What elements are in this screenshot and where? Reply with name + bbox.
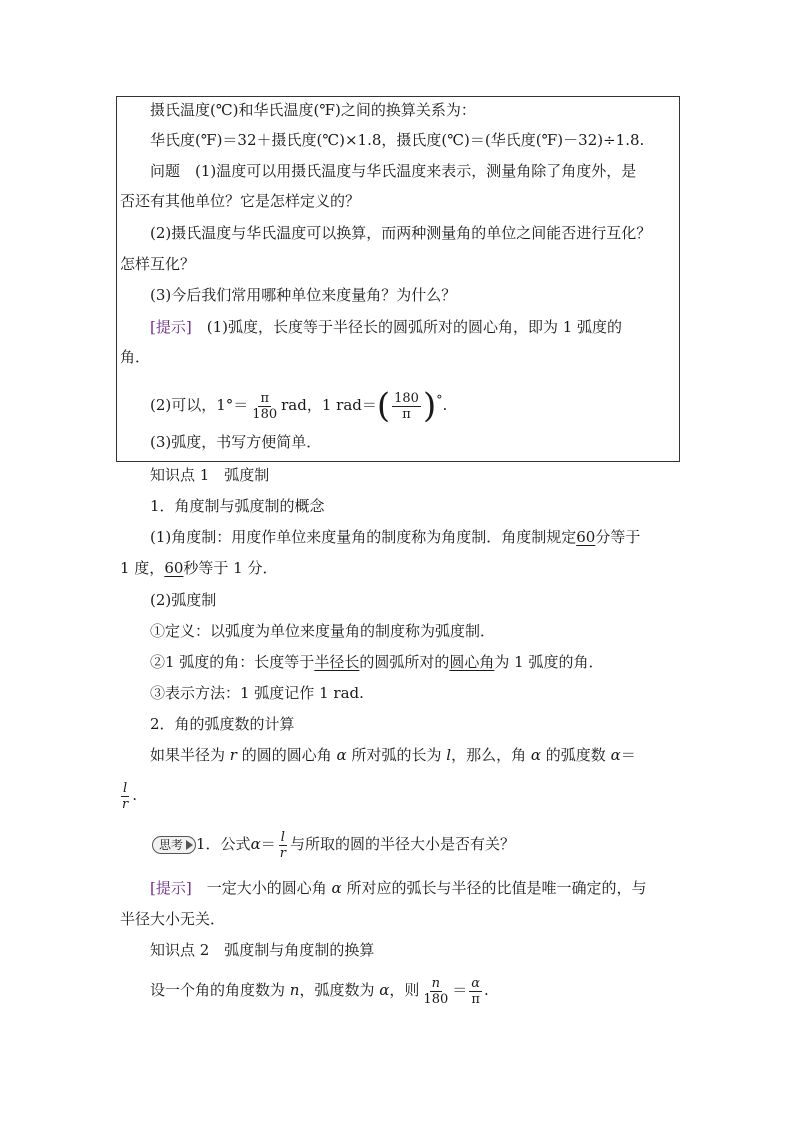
question-1b: 否还有其他单位？它是怎样定义的？ xyxy=(120,192,361,210)
fraction-denominator: π xyxy=(471,991,480,1007)
variable: α xyxy=(331,879,342,897)
blank-answer: 圆心角 xyxy=(449,653,495,671)
degree-sign: ° xyxy=(436,392,443,407)
text: ，则 xyxy=(389,981,420,999)
fraction-denominator: r xyxy=(122,796,129,812)
text: ②1 弧度的角：长度等于 xyxy=(150,653,315,671)
tip-label: [提示] xyxy=(150,318,192,336)
text: ＝ xyxy=(620,746,636,764)
text: (1)角度制：用度作单位来度量角的制度称为角度制．角度制规定 xyxy=(150,528,577,546)
text: ，那么，角 xyxy=(451,746,527,764)
left-paren: ( xyxy=(376,386,391,426)
question-1a: 问题 (1)温度可以用摄氏温度与华氏温度来表示，测量角除了角度外，是 xyxy=(150,162,637,180)
text: 设一个角的角度数为 xyxy=(150,981,286,999)
variable: α xyxy=(250,835,261,853)
radian-formula-fraction xyxy=(118,770,137,820)
text: 所对应的弧长与半径的比值是唯一确定的，与 xyxy=(346,879,647,897)
text: 的圆弧所对的 xyxy=(359,653,450,671)
answer-2-prefix: (2)可以，1°＝ xyxy=(150,396,249,414)
fraction-numerator: l xyxy=(280,829,285,845)
blank-answer: 60 xyxy=(164,559,184,577)
variable: α xyxy=(610,746,621,764)
text: 分等于 xyxy=(595,528,641,546)
period: . xyxy=(132,786,137,804)
text: 一定大小的圆心角 xyxy=(191,879,327,897)
text: ＝ xyxy=(260,835,276,853)
answer-2-end: . xyxy=(442,396,448,414)
question-3: (3)今后我们常用哪种单位来度量角？为什么？ xyxy=(150,286,457,304)
fraction-180-over-pi xyxy=(392,391,421,422)
tip-label: [提示] xyxy=(150,879,192,897)
triangle-icon xyxy=(186,840,193,850)
box-line-2: 华氏度(℉)＝32＋摄氏度(℃)×1.8，摄氏度(℃)＝(华氏度(℉)－32)÷1.8. xyxy=(150,131,645,149)
variable: n xyxy=(289,981,300,999)
think-badge xyxy=(152,836,196,854)
fraction-n-over-180 xyxy=(421,976,450,1007)
think-answer-a xyxy=(150,878,646,898)
notation: ③表示方法：1 弧度记作 1 rad. xyxy=(150,684,364,702)
conversion-formula xyxy=(150,968,489,1012)
fraction-l-over-r xyxy=(278,830,288,861)
text: 的圆的圆心角 xyxy=(241,746,332,764)
degree-system-line-a xyxy=(150,527,640,547)
answer-1b: 角． xyxy=(120,348,151,366)
text: 的弧度数 xyxy=(545,746,606,764)
fraction-numerator: n xyxy=(431,975,441,991)
fraction-numerator: l xyxy=(123,780,128,796)
think-badge-label: 思考 xyxy=(159,838,184,852)
think-question xyxy=(152,826,515,862)
variable: α xyxy=(336,746,347,764)
radian-definition: ①定义：以弧度为单位来度量角的制度称为弧度制． xyxy=(150,622,496,640)
question-2a: (2)摄氏温度与华氏温度可以换算，而两种测量角的单位之间能否进行互化？ xyxy=(150,224,652,242)
text: 秒等于 1 分． xyxy=(183,559,278,577)
one-radian-angle xyxy=(150,652,603,672)
radian-system-title: (2)弧度制 xyxy=(150,591,217,609)
section-2-heading: 知识点 2 弧度制与角度制的换算 xyxy=(150,941,375,959)
section-1-subheading-1: 1．角度制与弧度制的概念 xyxy=(150,497,325,515)
question-2b: 怎样互化？ xyxy=(120,255,196,273)
fraction-numerator: α xyxy=(471,975,481,991)
text: 1．公式 xyxy=(196,835,251,853)
text: 所对弧的长为 xyxy=(351,746,442,764)
text: 如果半径为 xyxy=(150,746,226,764)
fraction-denominator: π xyxy=(402,406,411,422)
fraction-numerator: 180 xyxy=(394,390,419,406)
blank-answer: 半径长 xyxy=(314,653,360,671)
fraction-denominator: 180 xyxy=(252,406,278,422)
text: 1 度， xyxy=(120,559,165,577)
variable: r xyxy=(229,746,237,764)
fraction-pi-over-180 xyxy=(250,391,279,422)
answer-2 xyxy=(150,380,447,425)
fraction-l-over-r xyxy=(120,781,130,812)
blank-answer: 60 xyxy=(576,528,596,546)
fraction-denominator: 180 xyxy=(423,991,449,1007)
answer-1a xyxy=(150,317,622,337)
section-1-heading: 知识点 1 弧度制 xyxy=(150,466,270,484)
section-1-subheading-2: 2．角的弧度数的计算 xyxy=(150,715,295,733)
variable: α xyxy=(530,746,542,764)
fraction-denominator: r xyxy=(279,845,286,861)
answer-3: (3)弧度，书写方便简单． xyxy=(150,433,322,451)
right-paren: ) xyxy=(422,386,437,426)
text: 为 1 弧度的角． xyxy=(494,653,604,671)
answer-2-mid: rad，1 rad＝ xyxy=(281,396,377,414)
answer-1a-text: (1)弧度，长度等于半径长的圆弧所对的圆心角，即为 1 弧度的 xyxy=(191,318,623,336)
degree-system-line-b xyxy=(120,558,278,578)
box-line-1: 摄氏温度(℃)和华氏温度(℉)之间的换算关系为： xyxy=(150,101,476,119)
text: 与所取的圆的半径大小是否有关？ xyxy=(289,835,515,853)
text: ，弧度数为 xyxy=(299,981,375,999)
fraction-alpha-over-pi xyxy=(469,976,482,1007)
text: ＝ xyxy=(452,981,468,999)
variable: α xyxy=(379,981,390,999)
fraction-numerator: π xyxy=(260,390,269,406)
period: . xyxy=(484,981,489,999)
radian-formula-line xyxy=(150,745,636,765)
variable: l xyxy=(446,746,452,764)
think-answer-b: 半径大小无关． xyxy=(120,910,226,928)
